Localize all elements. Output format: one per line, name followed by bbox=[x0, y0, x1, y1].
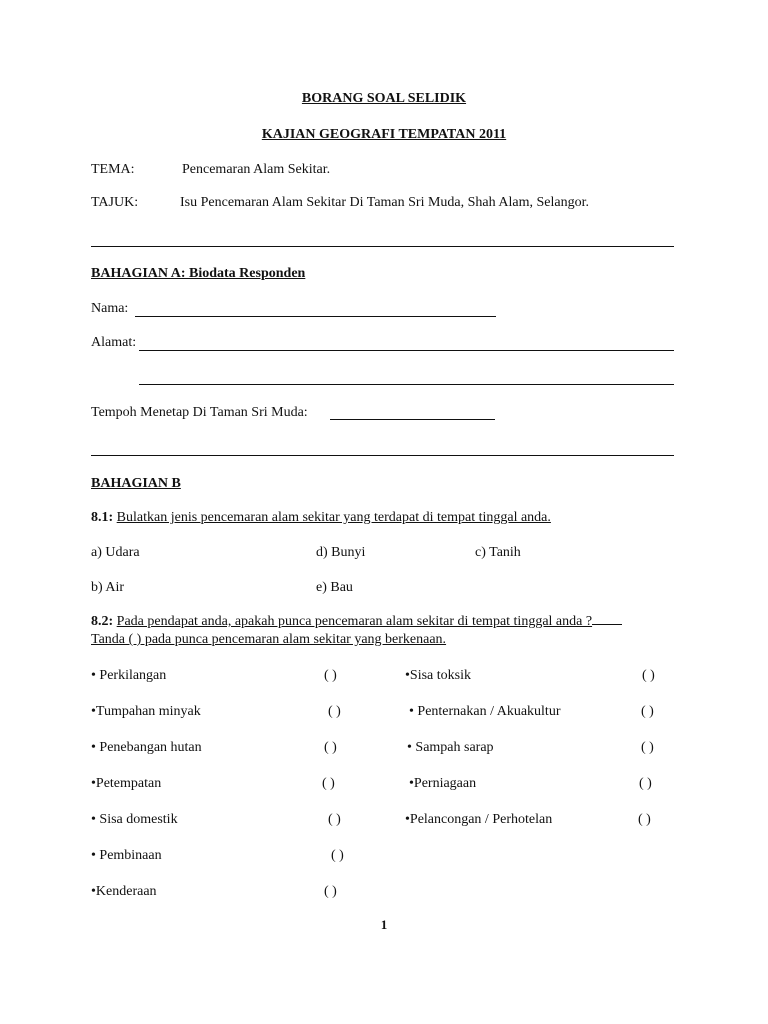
alamat-label: Alamat: bbox=[91, 335, 137, 350]
checkbox-sisa-domestik[interactable]: ( ) bbox=[328, 812, 341, 827]
checkbox-perniagaan[interactable]: ( ) bbox=[639, 776, 652, 791]
question-number: 8.2: bbox=[91, 614, 114, 629]
divider bbox=[91, 455, 674, 456]
section-b-heading: BAHAGIAN B bbox=[91, 476, 181, 491]
item-pembinaan: • Pembinaan bbox=[91, 848, 162, 863]
alamat-field-line-1[interactable] bbox=[139, 350, 674, 351]
item-perkilangan: • Perkilangan bbox=[91, 668, 167, 683]
item-pelancongan: •Pelancongan / Perhotelan bbox=[405, 812, 553, 827]
item-sisa-toksik: •Sisa toksik bbox=[405, 668, 471, 683]
item-sisa-domestik: • Sisa domestik bbox=[91, 812, 178, 827]
form-subtitle: KAJIAN GEOGRAFI TEMPATAN 2011 bbox=[261, 127, 507, 142]
checkbox-sisa-toksik[interactable]: ( ) bbox=[642, 668, 655, 683]
checkbox-penternakan[interactable]: ( ) bbox=[641, 704, 654, 719]
page-number: 1 bbox=[380, 917, 388, 932]
checkbox-penebangan-hutan[interactable]: ( ) bbox=[324, 740, 337, 755]
question-text: Bulatkan jenis pencemaran alam sekitar yang terdapat di tempat tinggal anda. bbox=[116, 510, 551, 525]
tema-label: TEMA: bbox=[91, 162, 135, 177]
question-8-1 bbox=[91, 510, 551, 526]
answer-underline bbox=[592, 624, 622, 625]
item-penebangan-hutan: • Penebangan hutan bbox=[91, 740, 202, 755]
nama-field[interactable] bbox=[135, 316, 496, 317]
question-8-2-instruction: Tanda ( ) pada punca pencemaran alam sekitar yang berkenaan. bbox=[91, 632, 447, 647]
item-tumpahan-minyak: •Tumpahan minyak bbox=[91, 704, 201, 719]
question-8-2 bbox=[91, 614, 622, 630]
option-tanih[interactable]: c) Tanih bbox=[475, 545, 521, 560]
checkbox-perkilangan[interactable]: ( ) bbox=[324, 668, 337, 683]
item-kenderaan: •Kenderaan bbox=[91, 884, 157, 899]
tempoh-label: Tempoh Menetap Di Taman Sri Muda: bbox=[91, 405, 308, 420]
checkbox-petempatan[interactable]: ( ) bbox=[322, 776, 335, 791]
form-title: BORANG SOAL SELIDIK bbox=[301, 91, 467, 106]
tajuk-value: Isu Pencemaran Alam Sekitar Di Taman Sri Muda, Shah Alam, Selangor. bbox=[180, 195, 589, 210]
item-sampah-sarap: • Sampah sarap bbox=[407, 740, 494, 755]
question-number: 8.1: bbox=[91, 510, 114, 525]
checkbox-pembinaan[interactable]: ( ) bbox=[331, 848, 344, 863]
option-air[interactable]: b) Air bbox=[91, 580, 125, 595]
divider bbox=[91, 246, 674, 247]
option-udara[interactable]: a) Udara bbox=[91, 545, 140, 560]
item-perniagaan: •Perniagaan bbox=[409, 776, 477, 791]
checkbox-tumpahan-minyak[interactable]: ( ) bbox=[328, 704, 341, 719]
option-bau[interactable]: e) Bau bbox=[316, 580, 353, 595]
tempoh-field[interactable] bbox=[330, 419, 495, 420]
tajuk-label: TAJUK: bbox=[91, 195, 139, 210]
checkbox-kenderaan[interactable]: ( ) bbox=[324, 884, 337, 899]
alamat-field-line-2[interactable] bbox=[139, 384, 674, 385]
tema-value: Pencemaran Alam Sekitar. bbox=[182, 162, 331, 177]
section-a-heading: BAHAGIAN A: Biodata Responden bbox=[91, 266, 306, 281]
checkbox-sampah-sarap[interactable]: ( ) bbox=[641, 740, 654, 755]
item-petempatan: •Petempatan bbox=[91, 776, 162, 791]
question-text: Pada pendapat anda, apakah punca pencemaran alam sekitar di tempat tinggal anda ? bbox=[116, 614, 593, 629]
nama-label: Nama: bbox=[91, 301, 129, 316]
item-penternakan: • Penternakan / Akuakultur bbox=[409, 704, 561, 719]
option-bunyi[interactable]: d) Bunyi bbox=[316, 545, 366, 560]
checkbox-pelancongan[interactable]: ( ) bbox=[638, 812, 651, 827]
